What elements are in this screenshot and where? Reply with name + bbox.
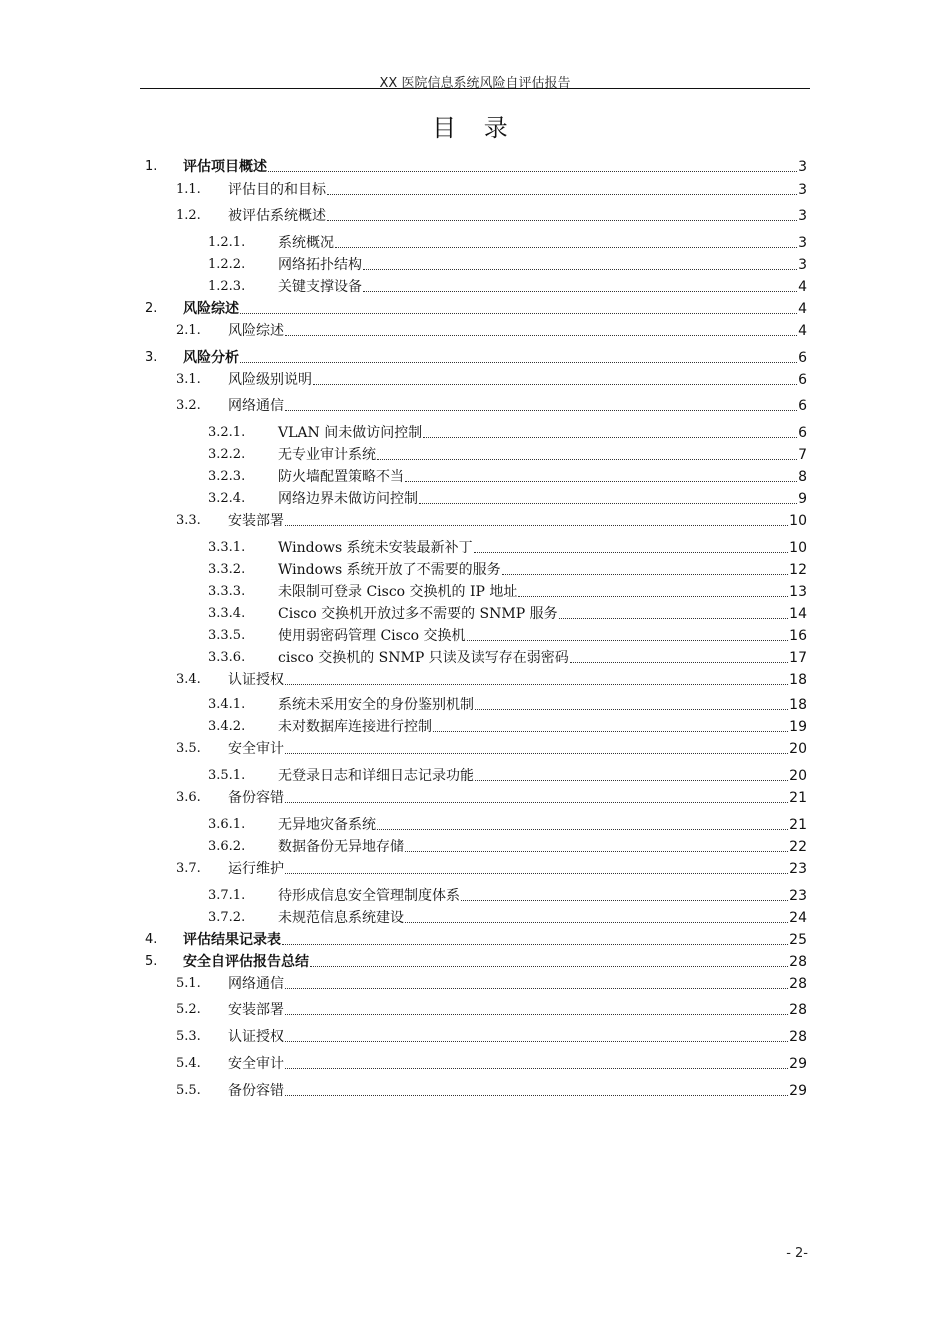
- toc-entry-number: 3.4.2.: [208, 719, 246, 734]
- toc-entry[interactable]: [140, 766, 807, 784]
- toc-entry-number: 5.3.: [176, 1029, 201, 1044]
- toc-dot-leader: [327, 220, 797, 221]
- toc-entry-number: 2.: [145, 301, 158, 316]
- toc-entry-number: 1.: [145, 159, 158, 174]
- toc-entry-label: 安装部署: [228, 1002, 284, 1018]
- toc-entry-page: 3: [798, 257, 807, 273]
- toc-entry-label: 风险综述: [228, 323, 284, 339]
- toc-entry-page: 29: [789, 1056, 807, 1072]
- toc-dot-leader: [363, 269, 797, 270]
- toc-dot-leader: [285, 1095, 788, 1096]
- toc-entry[interactable]: [140, 277, 807, 295]
- toc-entry-label: 评估项目概述: [183, 159, 267, 175]
- toc-entry-page: 3: [798, 235, 807, 251]
- toc-entry[interactable]: [140, 489, 807, 507]
- toc-entry-number: 3.3.5.: [208, 628, 246, 643]
- toc-entry[interactable]: [140, 952, 807, 970]
- toc-dot-leader: [419, 503, 797, 504]
- toc-entry-page: 28: [789, 976, 807, 992]
- toc-entry-number: 5.5.: [176, 1083, 201, 1098]
- toc-entry[interactable]: [140, 255, 807, 273]
- toc-entry[interactable]: [140, 695, 807, 713]
- toc-entry[interactable]: [140, 467, 807, 485]
- toc-entry-number: 3.6.1.: [208, 817, 246, 832]
- toc-entry-page: 14: [789, 606, 807, 622]
- toc-entry-number: 3.5.: [176, 741, 201, 756]
- toc-entry-number: 3.3.6.: [208, 650, 246, 665]
- toc-entry-number: 3.3.2.: [208, 562, 246, 577]
- toc-entry-number: 3.4.1.: [208, 697, 246, 712]
- toc-entry-page: 7: [798, 447, 807, 463]
- toc-entry-label: 风险分析: [183, 350, 239, 366]
- toc-dot-leader: [405, 481, 797, 482]
- toc-entry-page: 24: [789, 910, 807, 926]
- toc-dot-leader: [310, 966, 788, 967]
- toc-entry-label: 安全审计: [228, 741, 284, 757]
- toc-entry[interactable]: [140, 299, 807, 317]
- toc-entry[interactable]: [140, 538, 807, 556]
- toc-entry-page: 13: [789, 584, 807, 600]
- toc-entry-label: 被评估系统概述: [228, 208, 326, 224]
- toc-entry[interactable]: [140, 1000, 807, 1018]
- toc-dot-leader: [285, 410, 797, 411]
- toc-entry-label: 未规范信息系统建设: [278, 910, 404, 926]
- toc-entry[interactable]: [140, 1054, 807, 1072]
- toc-dot-leader: [268, 171, 797, 172]
- toc-entry-label: 无异地灾备系统: [278, 817, 376, 833]
- toc-entry[interactable]: [140, 908, 807, 926]
- toc-dot-leader: [570, 662, 788, 663]
- toc-entry-label: Cisco 交换机开放过多不需要的 SNMP 服务: [278, 606, 558, 622]
- toc-entry-label: 待形成信息安全管理制度体系: [278, 888, 460, 904]
- toc-entry[interactable]: [140, 788, 807, 806]
- toc-entry-label: 认证授权: [228, 1029, 284, 1045]
- toc-dot-leader: [285, 753, 788, 754]
- toc-entry-number: 3.3.: [176, 513, 201, 528]
- toc-entry-label: 评估目的和目标: [228, 182, 326, 198]
- toc-entry-number: 1.2.2.: [208, 257, 246, 272]
- toc-entry-label: 风险综述: [183, 301, 239, 317]
- toc-entry-label: 网络通信: [228, 398, 284, 414]
- toc-entry-label: Windows 系统未安装最新补丁: [278, 540, 473, 556]
- toc-entry[interactable]: [140, 560, 807, 578]
- toc-entry-label: 系统未采用安全的身份鉴别机制: [278, 697, 474, 713]
- toc-entry[interactable]: [140, 815, 807, 833]
- toc-dot-leader: [335, 247, 797, 248]
- toc-entry-page: 17: [789, 650, 807, 666]
- toc-entry[interactable]: [140, 930, 807, 948]
- toc-entry-page: 19: [789, 719, 807, 735]
- toc-entry[interactable]: [140, 670, 807, 688]
- toc-entry[interactable]: [140, 886, 807, 904]
- toc-entry-number: 3.6.2.: [208, 839, 246, 854]
- toc-dot-leader: [405, 922, 788, 923]
- toc-entry-page: 3: [798, 208, 807, 224]
- toc-dot-leader: [285, 335, 797, 336]
- toc-dot-leader: [285, 1014, 788, 1015]
- toc-dot-leader: [502, 574, 789, 575]
- toc-dot-leader: [285, 873, 788, 874]
- toc-entry[interactable]: [140, 396, 807, 414]
- toc-entry-label: 未限制可登录 Cisco 交换机的 IP 地址: [278, 584, 518, 600]
- toc-entry-page: 21: [789, 817, 807, 833]
- toc-dot-leader: [461, 900, 788, 901]
- toc-dot-leader: [285, 1041, 788, 1042]
- toc-entry-page: 4: [798, 301, 807, 317]
- toc-entry-number: 3.2.: [176, 398, 201, 413]
- toc-dot-leader: [285, 988, 788, 989]
- toc-entry-page: 28: [789, 954, 807, 970]
- toc-entry-page: 23: [789, 888, 807, 904]
- toc-entry-page: 4: [798, 279, 807, 295]
- toc-entry-number: 3.2.2.: [208, 447, 246, 462]
- toc-entry-page: 9: [798, 491, 807, 507]
- toc-entry-number: 3.4.: [176, 672, 201, 687]
- toc-dot-leader: [467, 640, 789, 641]
- toc-entry[interactable]: [140, 511, 807, 529]
- toc-entry[interactable]: [140, 717, 807, 735]
- toc-entry-number: 3.3.4.: [208, 606, 246, 621]
- toc-entry[interactable]: [140, 370, 807, 388]
- toc-entry-label: 系统概况: [278, 235, 334, 251]
- toc-entry-label: 网络通信: [228, 976, 284, 992]
- toc-entry-page: 23: [789, 861, 807, 877]
- toc-entry-page: 6: [798, 398, 807, 414]
- toc-dot-leader: [327, 194, 797, 195]
- toc-entry-page: 18: [789, 697, 807, 713]
- toc-entry-number: 2.1.: [176, 323, 201, 338]
- toc-dot-leader: [475, 709, 788, 710]
- toc-entry-label: 备份容错: [228, 790, 284, 806]
- toc-entry[interactable]: [140, 157, 807, 175]
- toc-dot-leader: [518, 596, 788, 597]
- toc-entry[interactable]: [140, 837, 807, 855]
- toc-entry-label: 关键支撑设备: [278, 279, 362, 295]
- toc-entry-page: 28: [789, 1002, 807, 1018]
- toc-dot-leader: [377, 829, 788, 830]
- toc-entry[interactable]: [140, 1081, 807, 1099]
- toc-dot-leader: [313, 384, 797, 385]
- toc-entry-label: 运行维护: [228, 861, 284, 877]
- toc-dot-leader: [423, 437, 797, 438]
- toc-entry-label: 安装部署: [228, 513, 284, 529]
- toc-dot-leader: [474, 552, 789, 553]
- toc-entry-number: 3.5.1.: [208, 768, 246, 783]
- toc-entry-number: 3.2.4.: [208, 491, 246, 506]
- toc-entry-number: 3.3.3.: [208, 584, 246, 599]
- toc-dot-leader: [433, 731, 788, 732]
- toc-entry-label: 防火墙配置策略不当: [278, 469, 404, 485]
- toc-entry-label: 使用弱密码管理 Cisco 交换机: [278, 628, 466, 644]
- toc-entry-number: 3.1.: [176, 372, 201, 387]
- toc-entry-number: 3.2.1.: [208, 425, 246, 440]
- toc-entry[interactable]: [140, 582, 807, 600]
- toc-entry-label: 数据备份无异地存储: [278, 839, 404, 855]
- toc-entry-number: 1.2.1.: [208, 235, 246, 250]
- toc-entry-page: 3: [798, 182, 807, 198]
- toc-entry-number: 3.7.: [176, 861, 201, 876]
- toc-dot-leader: [285, 1068, 788, 1069]
- toc-dot-leader: [405, 851, 788, 852]
- toc-dot-leader: [285, 684, 788, 685]
- toc-entry-number: 1.2.3.: [208, 279, 246, 294]
- toc-entry[interactable]: [140, 1027, 807, 1045]
- toc-entry-number: 1.1.: [176, 182, 201, 197]
- toc-entry-page: 18: [789, 672, 807, 688]
- toc-entry-number: 3.2.3.: [208, 469, 246, 484]
- toc-entry[interactable]: [140, 974, 807, 992]
- toc-entry-label: 安全审计: [228, 1056, 284, 1072]
- toc-entry-label: VLAN 间未做访问控制: [278, 425, 423, 441]
- toc-entry[interactable]: [140, 859, 807, 877]
- toc-entry[interactable]: [140, 206, 807, 224]
- toc-entry-label: 网络边界未做访问控制: [278, 491, 418, 507]
- toc-dot-leader: [240, 313, 797, 314]
- toc-dot-leader: [285, 525, 788, 526]
- toc-entry-number: 5.1.: [176, 976, 201, 991]
- toc-entry-page: 12: [789, 562, 807, 578]
- toc-dot-leader: [363, 291, 797, 292]
- toc-entry-label: 风险级别说明: [228, 372, 312, 388]
- toc-entry-label: 备份容错: [228, 1083, 284, 1099]
- toc-entry[interactable]: [140, 423, 807, 441]
- toc-entry-page: 16: [789, 628, 807, 644]
- toc-entry-label: 安全自评估报告总结: [183, 954, 309, 970]
- toc-entry-page: 4: [798, 323, 807, 339]
- toc-entry-number: 5.4.: [176, 1056, 201, 1071]
- toc-entry-label: 评估结果记录表: [183, 932, 281, 948]
- toc-entry[interactable]: [140, 180, 807, 198]
- toc-entry-label: 无登录日志和详细日志记录功能: [278, 768, 474, 784]
- toc-entry-page: 21: [789, 790, 807, 806]
- toc-entry[interactable]: [140, 648, 807, 666]
- toc-entry-page: 10: [789, 540, 807, 556]
- toc-entry-page: 8: [798, 469, 807, 485]
- toc-entry[interactable]: [140, 445, 807, 463]
- toc-entry-page: 29: [789, 1083, 807, 1099]
- toc-entry-number: 1.2.: [176, 208, 201, 223]
- toc-title: 目 录: [432, 114, 518, 142]
- toc-entry-number: 5.: [145, 954, 158, 969]
- toc-entry[interactable]: [140, 604, 807, 622]
- toc-entry-label: cisco 交换机的 SNMP 只读及读写存在弱密码: [278, 650, 569, 666]
- toc-entry-label: 未对数据库连接进行控制: [278, 719, 432, 735]
- toc-entry-page: 20: [789, 768, 807, 784]
- page-number: - 2-: [786, 1246, 808, 1261]
- toc-entry-page: 20: [789, 741, 807, 757]
- toc-dot-leader: [475, 780, 788, 781]
- toc-entry[interactable]: [140, 626, 807, 644]
- toc-entry-page: 6: [798, 350, 807, 366]
- toc-entry-number: 5.2.: [176, 1002, 201, 1017]
- toc-dot-leader: [285, 802, 788, 803]
- toc-entry-page: 25: [789, 932, 807, 948]
- toc-entry-page: 3: [798, 159, 807, 175]
- toc-dot-leader: [240, 362, 797, 363]
- toc-entry-number: 3.3.1.: [208, 540, 246, 555]
- toc-dot-leader: [282, 944, 788, 945]
- toc-entry-number: 3.7.1.: [208, 888, 246, 903]
- toc-entry-label: 认证授权: [228, 672, 284, 688]
- toc-entry-page: 10: [789, 513, 807, 529]
- toc-entry[interactable]: [140, 321, 807, 339]
- page-header-title: XX 医院信息系统风险自评估报告: [379, 76, 571, 91]
- toc-entry-label: Windows 系统开放了不需要的服务: [278, 562, 501, 578]
- toc-entry[interactable]: [140, 739, 807, 757]
- toc-entry-page: 6: [798, 372, 807, 388]
- toc-entry-page: 28: [789, 1029, 807, 1045]
- toc-entry-number: 4.: [145, 932, 158, 947]
- toc-entry-number: 3.7.2.: [208, 910, 246, 925]
- toc-entry-label: 无专业审计系统: [278, 447, 376, 463]
- toc-entry-number: 3.: [145, 350, 158, 365]
- toc-entry-page: 22: [789, 839, 807, 855]
- toc-entry[interactable]: [140, 348, 807, 366]
- toc-dot-leader: [559, 618, 789, 619]
- toc-entry-page: 6: [798, 425, 807, 441]
- toc-entry-number: 3.6.: [176, 790, 201, 805]
- toc-entry-label: 网络拓扑结构: [278, 257, 362, 273]
- toc-dot-leader: [377, 459, 797, 460]
- toc-entry[interactable]: [140, 233, 807, 251]
